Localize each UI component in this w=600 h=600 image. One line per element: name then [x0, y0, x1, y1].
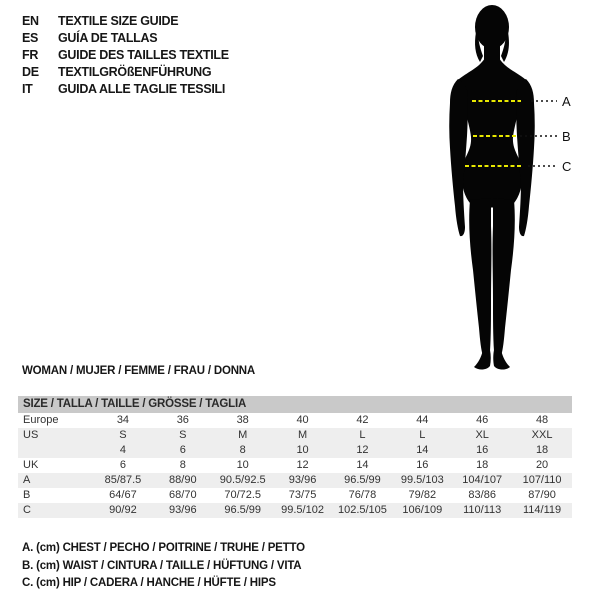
size-cell: 4 [119, 444, 126, 456]
language-title-text: TEXTILGRÖßENFÜHRUNG [58, 65, 212, 79]
size-cell: 64/67 [109, 489, 137, 501]
size-cell: 83/86 [468, 489, 496, 501]
legend-line: C. (cm) HIP / CADERA / HANCHE / HÜFTE / HIPS [22, 577, 276, 589]
size-cell: 36 [176, 414, 189, 426]
size-cell: 48 [535, 414, 549, 426]
size-cell: 68/70 [169, 489, 197, 501]
size-cell: 44 [416, 414, 429, 426]
size-cell: M [297, 429, 308, 441]
size-table [18, 396, 572, 518]
marker-a-label: A [562, 94, 571, 109]
size-cell: 20 [535, 459, 549, 471]
marker-c-label: C [562, 159, 572, 174]
size-cell: 38 [236, 414, 249, 426]
size-cell: 76/78 [348, 489, 377, 501]
legend-line: B. (cm) WAIST / CINTURA / TAILLE / HÜFTUNG / VITA [22, 559, 302, 572]
size-cell: XXL [531, 429, 553, 441]
size-cell: 93/96 [288, 474, 317, 486]
size-cell: 14 [416, 444, 429, 456]
size-cell: 18 [535, 444, 549, 456]
table-row [18, 428, 572, 443]
language-code: DE [22, 65, 39, 79]
size-cell: 12 [356, 444, 369, 456]
language-title-text: GUIDE DES TAILLES TEXTILE [58, 48, 229, 62]
size-cell: XL [475, 429, 489, 441]
size-cell: 90/92 [109, 504, 137, 516]
size-cell: 99.5/102 [281, 504, 324, 516]
table-row [18, 488, 572, 503]
table-row [18, 503, 572, 518]
size-cell: 16 [476, 444, 489, 456]
language-line [22, 13, 229, 30]
measurement-legend [22, 540, 305, 593]
table-row [18, 413, 572, 428]
size-cell: 42 [356, 414, 369, 426]
language-title-text: TEXTILE SIZE GUIDE [58, 14, 179, 28]
size-cell: 99.5/103 [400, 474, 444, 486]
size-cell: 88/90 [169, 474, 197, 486]
row-label: A [23, 474, 31, 486]
table-title: WOMAN / MUJER / FEMME / FRAU / DONNA [22, 365, 256, 377]
size-cell: S [179, 429, 187, 441]
size-cell: 14 [356, 459, 369, 471]
language-code: FR [22, 48, 39, 62]
size-cell: 34 [116, 414, 130, 426]
size-cell: 16 [416, 459, 429, 471]
size-table-rows [18, 413, 572, 518]
size-cell: 85/87.5 [104, 474, 142, 486]
row-label: US [23, 429, 39, 441]
row-label: B [23, 489, 31, 501]
size-cell: L [419, 429, 426, 441]
size-cell: 18 [476, 459, 489, 471]
language-line [22, 30, 229, 47]
language-line [22, 81, 229, 98]
table-row [18, 473, 572, 488]
language-title-text: GUIDA ALLE TAGLIE TESSILI [58, 82, 226, 96]
size-cell: 93/96 [169, 504, 197, 516]
size-cell: 87/90 [528, 489, 556, 501]
size-cell: 73/75 [288, 489, 317, 501]
language-code: ES [22, 31, 39, 45]
language-line [22, 47, 229, 64]
size-cell: 6 [179, 444, 186, 456]
size-cell: 10 [236, 459, 249, 471]
size-cell: 8 [179, 459, 186, 471]
size-cell: 12 [296, 459, 309, 471]
size-cell: 6 [119, 459, 126, 471]
size-cell: 90.5/92.5 [219, 474, 266, 486]
language-title-text: GUÍA DE TALLAS [58, 31, 158, 45]
size-cell: L [359, 429, 366, 441]
size-cell: 10 [296, 444, 309, 456]
size-cell: 110/113 [463, 504, 502, 516]
size-cell: 114/119 [522, 504, 562, 516]
language-code: IT [22, 82, 33, 96]
size-cell: M [238, 429, 248, 441]
woman-silhouette-figure [440, 0, 600, 375]
size-table-header: SIZE / TALLA / TAILLE / GRÖSSE / TAGLIA [18, 396, 572, 413]
size-cell: 46 [476, 414, 489, 426]
size-cell: 106/109 [402, 504, 443, 516]
size-cell: 79/82 [408, 489, 437, 501]
size-cell: 104/107 [462, 474, 503, 486]
language-code: EN [22, 14, 39, 28]
row-label: C [23, 504, 31, 516]
size-cell: 96.5/99 [344, 474, 381, 486]
size-cell: 8 [239, 444, 246, 456]
size-cell: 70/72.5 [224, 489, 262, 501]
table-row [18, 443, 572, 458]
row-label: Europe [23, 414, 59, 426]
size-cell: 107/110 [522, 474, 562, 486]
size-cell: 102.5/105 [337, 504, 387, 516]
woman-silhouette [449, 5, 535, 370]
table-row [18, 458, 572, 473]
size-cell: 96.5/99 [224, 504, 262, 516]
language-title-block [22, 13, 229, 98]
marker-b-label: B [562, 129, 571, 144]
language-line [22, 64, 229, 81]
legend-line: A. (cm) CHEST / PECHO / POITRINE / TRUHE / PETTO [22, 542, 305, 554]
row-label: UK [23, 459, 39, 471]
size-cell: S [119, 429, 127, 441]
row-label [18, 443, 93, 458]
size-cell: 40 [296, 414, 309, 426]
